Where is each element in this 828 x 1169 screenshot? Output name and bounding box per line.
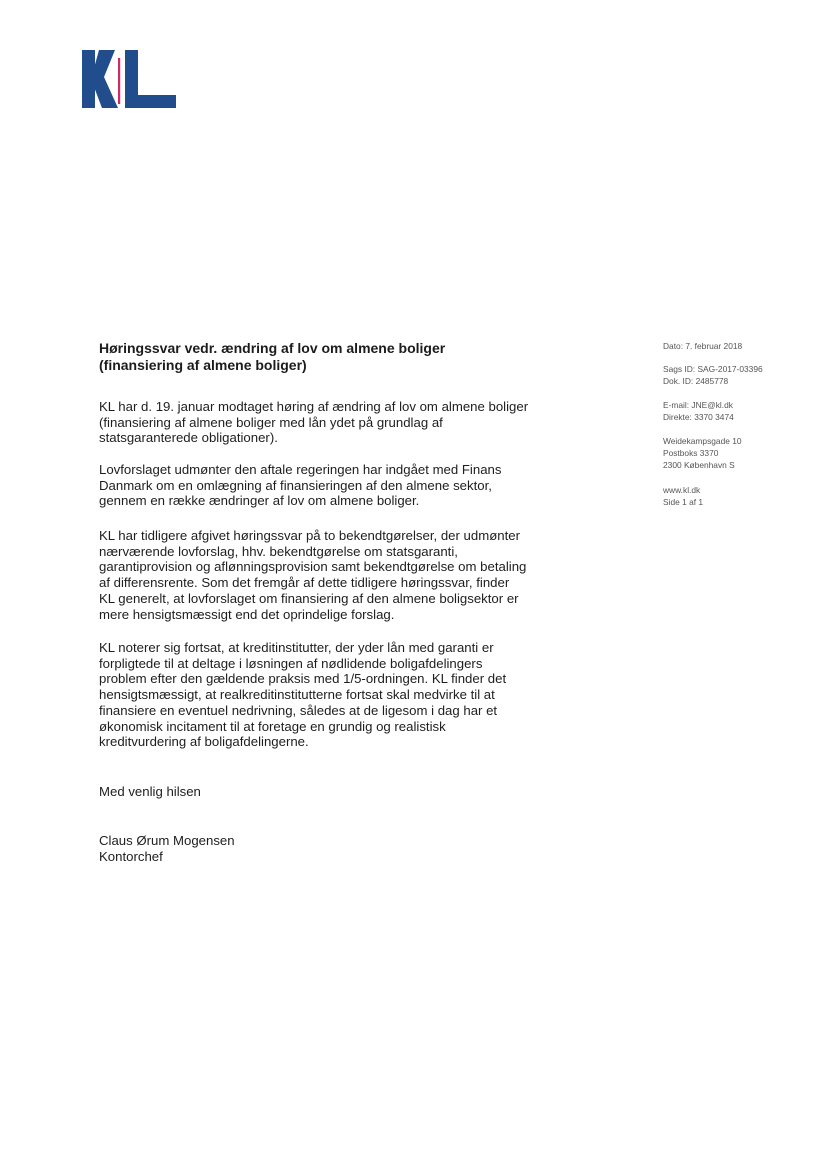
sidebar-address bbox=[663, 435, 803, 471]
sidebar-ids bbox=[663, 363, 803, 387]
text-line: (finansiering af almene boliger med lån ydet på grundlag af bbox=[99, 414, 443, 430]
text-line: nærværende lovforslag, hhv. bekendtgørelse om statsgaranti, bbox=[99, 543, 458, 559]
case-id-value: SAG-2017-03396 bbox=[697, 364, 763, 374]
closing-greeting bbox=[99, 784, 569, 800]
text-line: KL har d. 19. januar modtaget høring af ændring af lov om almene boliger bbox=[99, 399, 529, 414]
signature-block bbox=[99, 833, 569, 864]
email-value: JNE@kl.dk bbox=[691, 400, 733, 410]
paragraph-2 bbox=[99, 462, 569, 509]
title-line: (finansiering af almene boliger) bbox=[99, 357, 307, 373]
sidebar-contact bbox=[663, 399, 803, 423]
text-line: KL generelt, at lovforslaget om finansiering af den almene boligsektor er bbox=[99, 590, 519, 606]
document-title bbox=[99, 340, 619, 374]
sidebar-date bbox=[663, 340, 803, 352]
text-line: problem efter den gældende praksis med 1/5-ordningen. KL finder det bbox=[99, 671, 507, 687]
text-line: Danmark om en omlægning af finansieringen af den almene sektor, bbox=[99, 477, 492, 493]
sidebar-web bbox=[663, 484, 803, 508]
case-id-label: Sags ID: bbox=[663, 364, 696, 374]
paragraph-4 bbox=[99, 640, 569, 750]
page-number: Side 1 af 1 bbox=[663, 497, 704, 507]
text-line: KL har tidligere afgivet høringssvar på to bekendtgørelser, der udmønter bbox=[99, 528, 520, 543]
signer-name: Claus Ørum Mogensen bbox=[99, 833, 235, 848]
text-line: kreditvurdering af boligafdelingerne. bbox=[99, 734, 309, 750]
text-line: Lovforslaget udmønter den aftale regeringen har indgået med Finans bbox=[99, 462, 502, 477]
kl-logo bbox=[82, 50, 178, 108]
paragraph-1 bbox=[99, 399, 569, 446]
doc-id-value: 2485778 bbox=[695, 376, 729, 386]
title-line: Høringssvar vedr. ændring af lov om almene boliger bbox=[99, 340, 446, 356]
text-line: garantiprovision og aflønningsprovision samt bekendtgørelse om betaling bbox=[99, 559, 527, 575]
text-line: hensigtsmæssigt, at realkreditinstitutterne fortsat skal medvirke til at bbox=[99, 687, 495, 703]
doc-id-label: Dok. ID: bbox=[663, 376, 694, 386]
text-line: finansiere en eventuel nedrivning, således at de ligesom i dag har et bbox=[99, 702, 498, 718]
address-line: 2300 København S bbox=[663, 460, 735, 470]
phone-label: Direkte: bbox=[663, 412, 692, 422]
text-line: af differensrente. Som det fremgår af dette tidligere høringssvar, finder bbox=[99, 575, 510, 591]
date-label: Dato: bbox=[663, 341, 684, 351]
address-line: Postboks 3370 bbox=[663, 448, 719, 458]
text-line: gennem en række ændringer af lov om almene boliger. bbox=[99, 493, 420, 509]
date-value: 7. februar 2018 bbox=[685, 341, 743, 351]
phone-value: 3370 3474 bbox=[694, 412, 734, 422]
greeting-text: Med venlig hilsen bbox=[99, 784, 201, 799]
text-line: mere hensigtsmæssigt end det oprindelige forslag. bbox=[99, 606, 395, 622]
address-line: Weidekampsgade 10 bbox=[663, 436, 742, 446]
text-line: økonomisk incitament til at foretage en grundig og realistisk bbox=[99, 718, 446, 734]
paragraph-3 bbox=[99, 528, 569, 622]
text-line: statsgaranterede obligationer). bbox=[99, 430, 278, 446]
signer-role: Kontorchef bbox=[99, 848, 163, 864]
email-label: E-mail: bbox=[663, 400, 690, 410]
text-line: KL noterer sig fortsat, at kreditinstitutter, der yder lån med garanti er bbox=[99, 640, 494, 655]
website-text: www.kl.dk bbox=[663, 485, 701, 495]
text-line: forpligtede til at deltage i løsningen af nødlidende boligafdelingers bbox=[99, 655, 483, 671]
